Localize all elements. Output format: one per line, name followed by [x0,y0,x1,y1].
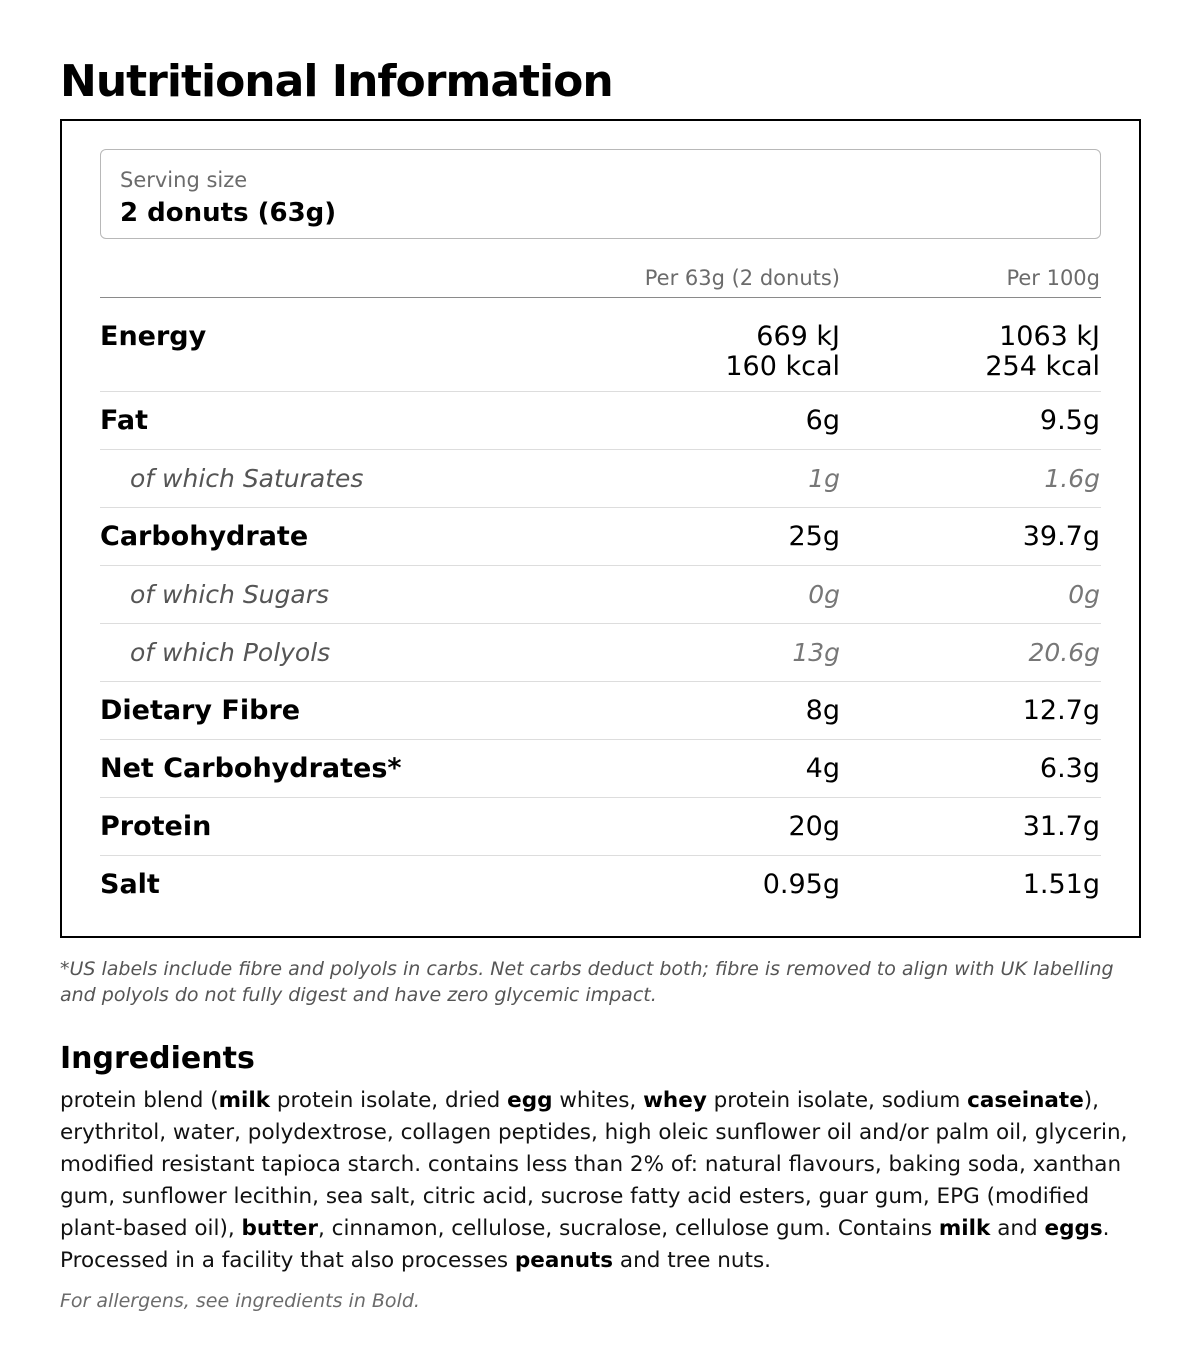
ingredients-part: . Processed in a facility that also processes [60,1216,1110,1273]
per-100g-value [985,322,1100,382]
energy-kj-per-100g: 1063 kJ [999,321,1100,352]
energy-kcal-per-serving: 160 kcal [725,351,840,382]
nutrient-rows [100,298,1101,926]
column-header-per-100g: Per 100g [1006,266,1100,290]
ingredients-heading: Ingredients [60,1041,255,1076]
ingredients-text [60,1085,1150,1277]
nutrient-row-sugars [100,566,1101,624]
nutrition-table [60,119,1141,938]
per-100g-value: 6.3g [1039,753,1100,784]
ingredients-part: protein isolate, dried [270,1088,508,1113]
allergen-caseinate: caseinate [967,1088,1084,1113]
nutrient-row-net-carbohydrates [100,740,1101,798]
per-100g-value: 9.5g [1039,405,1100,436]
per-100g-value: 0g [1068,580,1100,609]
ingredients-part: , cinnamon, cellulose, sucralose, cellulose gum. Contains [317,1216,939,1241]
per-serving-value: 1g [808,464,840,493]
nutrient-row-carbohydrate [100,508,1101,566]
per-serving-value: 8g [805,695,840,726]
per-serving-value: 0.95g [762,869,840,900]
nutrient-row-salt [100,856,1101,926]
nutrient-name: Protein [100,811,212,842]
allergen-whey: whey [643,1088,707,1113]
nutrient-row-dietary-fibre [100,682,1101,740]
nutrient-row-saturates [100,450,1101,508]
per-serving-value: 4g [805,753,840,784]
serving-size-box [100,149,1101,239]
per-100g-value: 39.7g [1022,521,1100,552]
nutrient-name: of which Polyols [130,638,331,667]
allergen-milk: milk [938,1216,991,1241]
per-100g-value: 1.51g [1022,869,1100,900]
nutrient-name: of which Sugars [130,580,330,609]
allergen-butter: butter [241,1216,318,1241]
per-serving-value: 0g [808,580,840,609]
nutrient-name: Salt [100,869,160,900]
serving-size-label: Serving size [120,168,248,192]
allergen-egg: egg [507,1088,553,1113]
energy-kj-per-serving: 669 kJ [756,321,840,352]
ingredients-part: and tree nuts. [613,1248,772,1273]
page-title: Nutritional Information [60,56,613,107]
per-serving-value: 25g [788,521,840,552]
per-100g-value: 20.6g [1028,638,1100,667]
ingredients-part: protein blend ( [60,1088,219,1113]
ingredients-part: ), erythritol, water, polydextrose, collagen peptides, high oleic sunflower oil and/or palm oil, glycerin, modified resistant tapioca starch. contains less than 2% of: natural flavours, baking soda, xanthan gum, sunflower lecithin, sea salt, citric acid, sucrose fatty acid esters, guar gum, EPG (modified plant-based oil), [60,1088,1128,1241]
per-100g-value: 1.6g [1044,464,1100,493]
ingredients-part: whites, [552,1088,644,1113]
per-serving-value: 13g [792,638,840,667]
serving-size-value: 2 donuts (63g) [120,198,337,228]
allergen-peanuts: peanuts [514,1248,614,1273]
nutrient-name: Carbohydrate [100,521,309,552]
column-header-per-serving: Per 63g (2 donuts) [644,266,840,290]
allergen-eggs: eggs [1044,1216,1103,1241]
nutrient-name: Dietary Fibre [100,695,301,726]
nutrient-row-energy [100,298,1101,392]
per-serving-value [725,322,840,382]
nutrient-row-protein [100,798,1101,856]
per-serving-value: 20g [788,811,840,842]
allergen-note: For allergens, see ingredients in Bold. [60,1290,420,1312]
nutrient-name: Fat [100,405,148,436]
ingredients-part: and [990,1216,1045,1241]
per-100g-value: 12.7g [1022,695,1100,726]
per-serving-value: 6g [805,405,840,436]
energy-kcal-per-100g: 254 kcal [985,351,1100,382]
ingredients-part: protein isolate, sodium [706,1088,968,1113]
nutrient-name: of which Saturates [130,464,364,493]
nutrient-name: Energy [100,321,207,352]
nutrient-name: Net Carbohydrates* [100,753,402,784]
nutrient-row-polyols [100,624,1101,682]
per-100g-value: 31.7g [1022,811,1100,842]
allergen-milk: milk [218,1088,271,1113]
net-carbs-footnote: *US labels include fibre and polyols in carbs. Net carbs deduct both; fibre is removed to align with UK labelling and polyols do not fully digest and have zero glycemic impact. [60,958,1114,1006]
nutrient-row-fat [100,392,1101,450]
